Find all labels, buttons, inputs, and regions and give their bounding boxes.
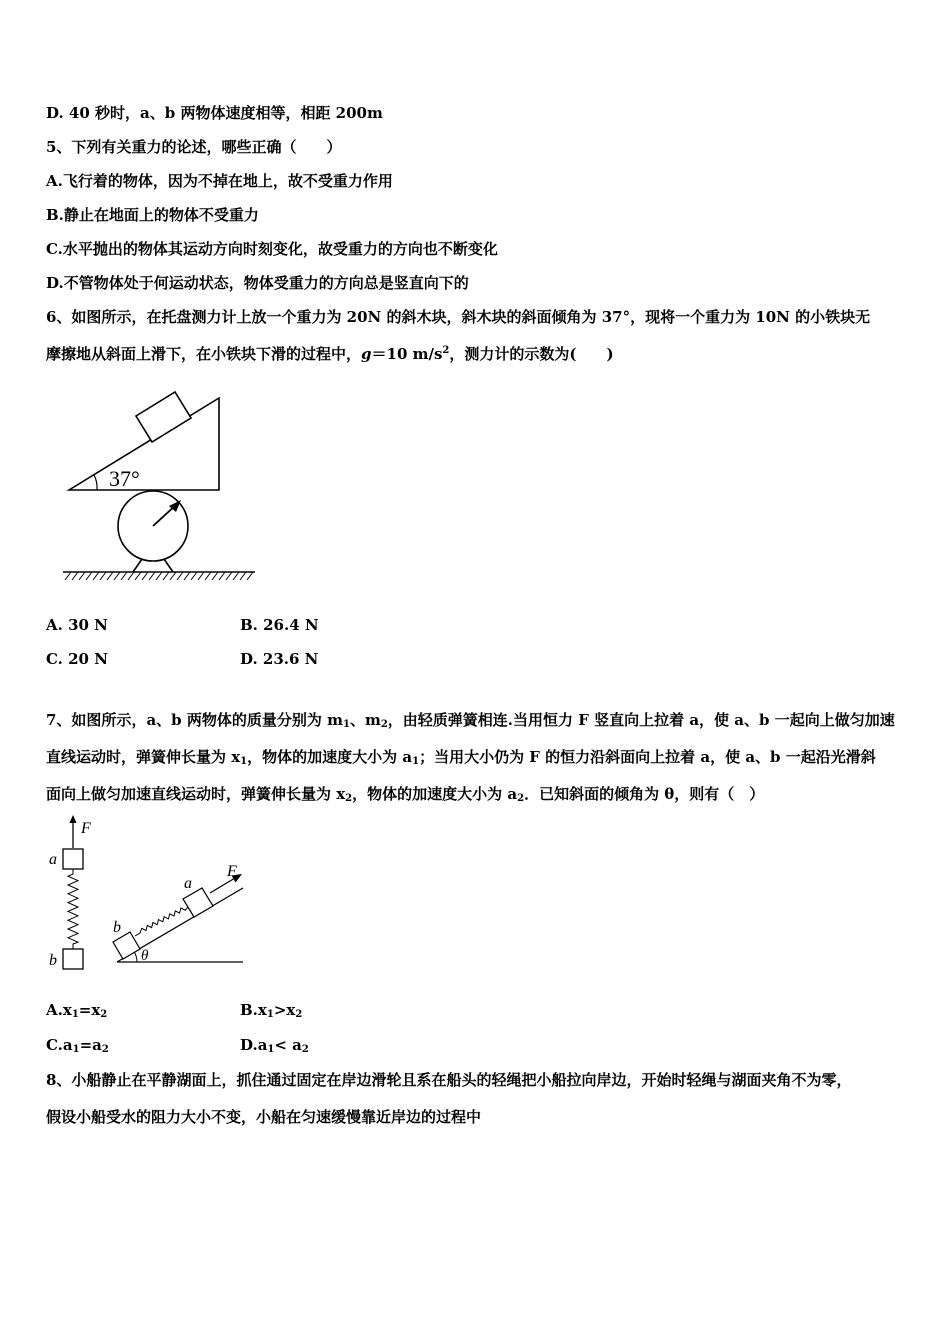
q7-stem-line3: 面向上做匀加速直线运动时，弹簧伸长量为 $x_2$，物体的加速度大小为 $a_2$．已知斜面的倾角为 θ，则有（ ） xyxy=(46,785,765,804)
q7-stem-line1: 7、如图所示，a、b 两物体的质量分别为 $m_1$、$m_2$，由轻质弹簧相连.当用恒力 F 竖直向上拉着 a，使 a、b 一起向上做匀加速 xyxy=(46,711,895,730)
q6-stem-line2: 摩擦地从斜面上滑下，在小铁块下滑的过程中，g＝10 $m/s^2$，测力计的示数为( ) xyxy=(46,345,614,363)
q4-option-d: D. 40 秒时，a、b 两物体速度相等，相距 200m xyxy=(46,104,383,122)
ground-hatch xyxy=(65,572,253,580)
block-a-incline xyxy=(183,888,213,917)
q6-stem-line1: 6、如图所示，在托盘测力计上放一个重力为 20N 的斜木块，斜木块的斜面倾角为 37°，现将一个重力为 10N 的小铁块无 xyxy=(46,308,871,326)
q6-option-b: B. 26.4 N xyxy=(240,616,319,634)
q7-option-b: $B.x_1>x_2$ xyxy=(240,1001,303,1020)
q7-option-c: $C.a_1=a_2$ xyxy=(46,1036,109,1055)
force-label-vertical: F xyxy=(81,820,91,837)
q5-option-b: B.静止在地面上的物体不受重力 xyxy=(46,206,259,224)
spring-incline xyxy=(135,907,188,936)
q7-figure xyxy=(45,812,250,977)
force-label-incline: F xyxy=(227,863,237,880)
label-b-incline: b xyxy=(113,919,121,936)
theta-arc xyxy=(134,952,137,962)
angle-arc xyxy=(94,475,97,490)
q7-option-d: $D.a_1< a_2$ xyxy=(240,1036,309,1055)
q5-option-c: C.水平抛出的物体其运动方向时刻变化，故受重力的方向也不断变化 xyxy=(46,240,498,258)
g-symbol: g xyxy=(361,345,372,363)
q5-stem: 5、下列有关重力的论述，哪些正确（ ） xyxy=(46,138,342,156)
q7-option-a: $A.x_1=x_2$ xyxy=(46,1001,108,1020)
q6-option-d: D. 23.6 N xyxy=(240,650,319,668)
block-b-vertical xyxy=(63,949,83,969)
q5-option-a: A.飞行着的物体，因为不掉在地上，故不受重力作用 xyxy=(46,172,393,190)
q6-option-c: C. 20 N xyxy=(46,650,108,668)
label-a-incline: a xyxy=(184,875,192,892)
iron-block xyxy=(136,392,191,442)
angle-label: 37° xyxy=(109,466,140,491)
q6-option-a: A. 30 N xyxy=(46,616,108,634)
q5-option-d: D.不管物体处于何运动状态，物体受重力的方向总是竖直向下的 xyxy=(46,274,469,292)
arrow-up-icon xyxy=(70,815,77,823)
label-a-vertical: a xyxy=(49,851,57,868)
force-arrow-incline xyxy=(210,878,235,893)
q7-stem-line2: 直线运动时，弹簧伸长量为 $x_1$，物体的加速度大小为 $a_1$；当用大小仍为 F 的恒力沿斜面向上拉着 a，使 a、b 一起沿光滑斜 xyxy=(46,748,876,767)
spring-vertical xyxy=(68,869,78,949)
q8-stem-line1: 8、小船静止在平静湖面上，抓住通过固定在岸边滑轮且系在船头的轻绳把小船拉向岸边，开始时轻绳与湖面夹角不为零， xyxy=(46,1071,852,1089)
q6-figure xyxy=(55,390,265,590)
theta-label: θ xyxy=(141,948,149,964)
block-a-vertical xyxy=(63,849,83,869)
label-b-vertical: b xyxy=(49,952,57,969)
q8-stem-line2: 假设小船受水的阻力大小不变，小船在匀速缓慢靠近岸边的过程中 xyxy=(46,1108,482,1126)
